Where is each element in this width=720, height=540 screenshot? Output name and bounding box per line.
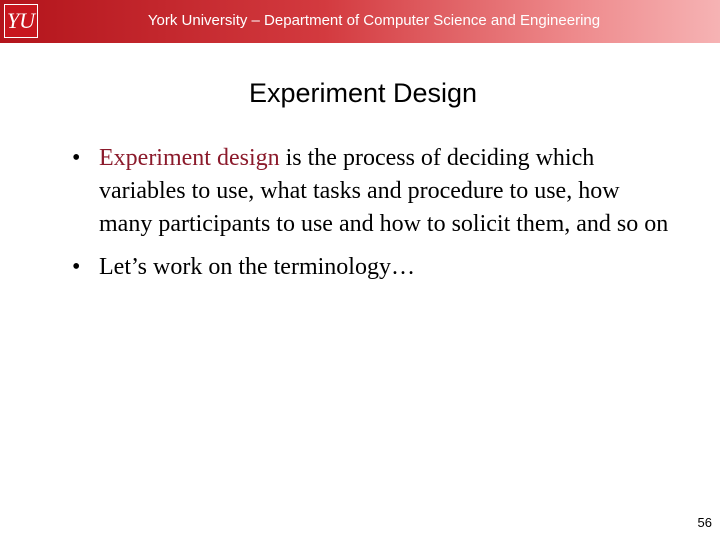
bullet-text	[99, 142, 672, 241]
slide-title: Experiment Design	[248, 78, 478, 108]
bullet-item	[72, 251, 672, 284]
header-bar	[0, 0, 720, 43]
york-university-logo: YU	[4, 4, 38, 38]
bullet-body: is the process of deciding which variables to use, what tasks and procedure to use, how many participants to use and how to solicit them, and so on	[99, 145, 669, 237]
page-number: 56	[697, 515, 712, 530]
bullet-marker: •	[72, 254, 81, 280]
highlighted-term: Experiment design	[99, 145, 280, 171]
bullet-list	[72, 142, 672, 294]
bullet-text: Let’s work on the terminology…	[99, 254, 415, 280]
header-title: York University – Department of Computer Science and Engineering	[147, 12, 601, 29]
bullet-item	[72, 142, 672, 241]
bullet-marker: •	[72, 145, 81, 171]
